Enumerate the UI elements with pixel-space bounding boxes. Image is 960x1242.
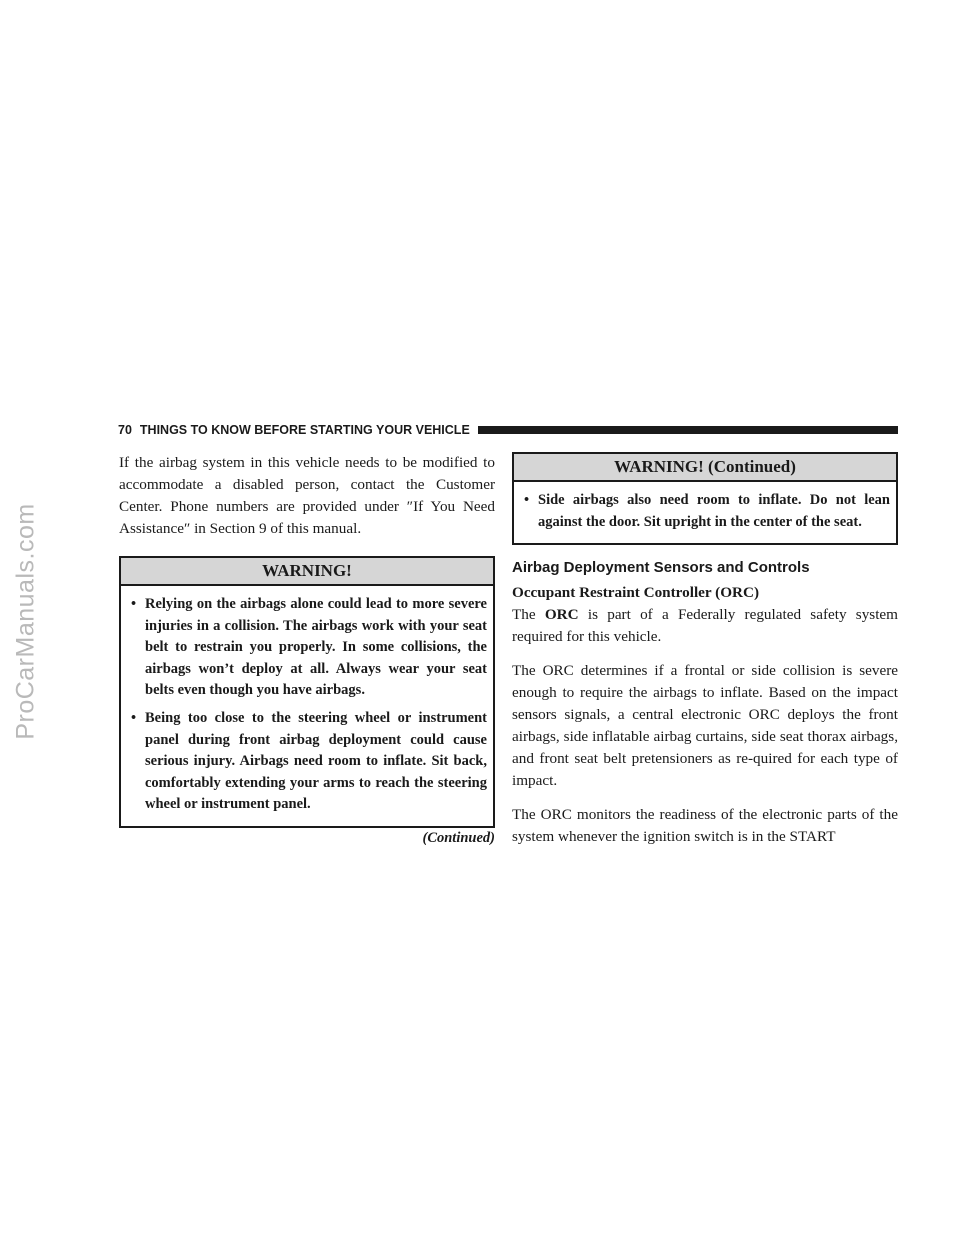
- warning-item: [131, 708, 487, 816]
- warning-continued-body: [514, 482, 896, 543]
- orc-rest: is part of a Federally regulated safety system required for this vehicle.: [512, 606, 898, 646]
- orc-intro-paragraph: [512, 604, 898, 648]
- bullet-icon: •: [131, 709, 137, 726]
- bullet-icon: •: [524, 492, 530, 508]
- warning-continued-box: [512, 452, 898, 545]
- bullet-icon: •: [131, 596, 137, 612]
- page-number: 70: [118, 423, 132, 437]
- warning-body: [121, 586, 493, 826]
- watermark-text: ProCarManuals.com: [11, 502, 40, 740]
- left-column: [119, 452, 495, 847]
- page-header: [118, 420, 898, 440]
- orc-monitors-paragraph: The ORC monitors the readiness of the electronic parts of the system whenever the ignition switch is in the START: [512, 806, 898, 846]
- warning-item-text: Side airbags also need room to inflate. Do not lean against the door. Sit upright in the center of the seat.: [538, 492, 890, 530]
- warning-item-text: Being too close to the steering wheel or instrument panel during front airbag deployment could cause serious injury. Airbags need room to inflate. Sit back, comfortably extending your arms to reach the steering wheel or instrument panel.: [145, 709, 487, 813]
- orc-lead: The: [512, 606, 545, 624]
- intro-paragraph: If the airbag system in this vehicle needs to be modified to accommodate a disabled person, contact the Customer Center. Phone numbers are provided under ″If You Need Assistance″ in Section 9 of this manual.: [119, 454, 495, 537]
- warning-title: WARNING!: [121, 558, 493, 586]
- warning-box: [119, 556, 495, 828]
- section-title: THINGS TO KNOW BEFORE STARTING YOUR VEHICLE: [139, 423, 470, 437]
- orc-determines-paragraph: The ORC determines if a frontal or side collision is severe enough to require the airbags to inflate. Based on the impact sensors signals, a central electronic ORC deploys the front airbags, side inflatable airbag curtains, side seat thorax airbags, and front seat belt pretensioners as re-quired for each type of impact.: [512, 662, 898, 790]
- sub-heading: Occupant Restraint Controller (ORC): [512, 584, 760, 602]
- warning-item-text: Relying on the airbags alone could lead to more severe injuries in a collision. The airbags work with your seat belt to restrain you properly. In some collisions, the airbags won’t deploy at all. Always wear your seat belts even though you have airbags.: [145, 596, 487, 699]
- section-heading: Airbag Deployment Sensors and Controls: [512, 559, 810, 577]
- warning-item: [524, 490, 890, 533]
- warning-item: [131, 594, 487, 702]
- warning-continued-title: WARNING! (Continued): [514, 454, 896, 482]
- header-rule: [478, 426, 898, 434]
- orc-term: ORC: [544, 606, 579, 624]
- continued-label: (Continued): [422, 829, 495, 846]
- watermark: [2, 0, 50, 1242]
- right-column: [512, 452, 898, 860]
